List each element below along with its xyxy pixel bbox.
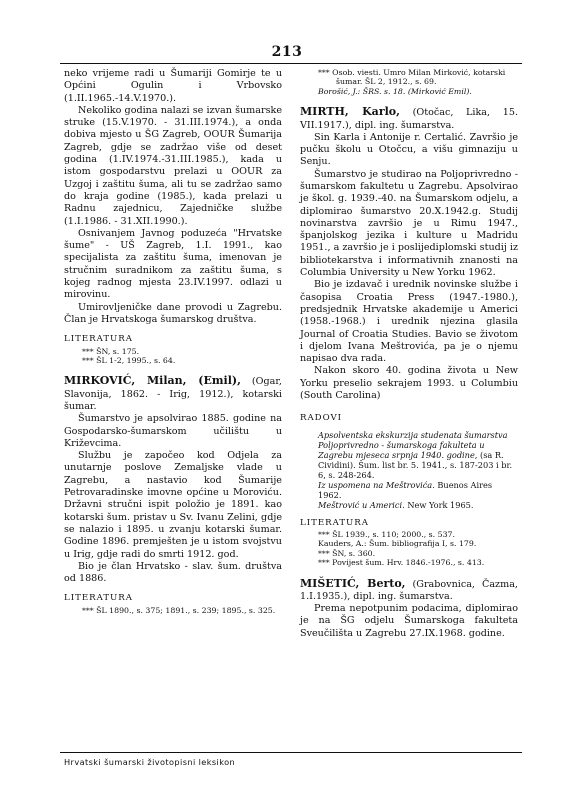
literature-item: *** ŠL 1-2, 1995., s. 64. — [82, 355, 176, 365]
continued-paragraph-2: Nekoliko godina nalazi se izvan šumarske struke (15.V.1970. - 31.III.1974.), a onda dobiva mjesto u ŠG Zagreb, OOUR Šumarija Zagreb, gdje se zadržao više od deset godina (1.IV.1974.-31.III.1985.), kada u istom gospodarstvu prelazi u OOUR za Uzgoj i zaštitu šuma, ali tu se zadržao samo do kraja godine (1985.), kada prelazi u Radnu zajednicu, Zajedničke službe (1.I.1986. - 31.XII.1990.). — [64, 104, 282, 227]
literature-item: *** ŠN, s. 360. — [318, 548, 376, 558]
entry-paragraph-1: Šumarstvo je apsolvirao 1885. godine na Gospodarsko-šumarskom učilištu u Križevcima. — [64, 413, 282, 449]
entry-paragraph-4: Nakon skoro 40. godina života u New Yorku preselio sekrajem 1993. u Columbiu (South Carolina) — [300, 365, 518, 402]
entry-heading — [300, 578, 518, 604]
literature-heading: LITERATURA — [300, 517, 369, 528]
literature-heading: LITERATURA — [64, 334, 133, 345]
work-item — [300, 430, 518, 480]
bottom-rule — [60, 752, 522, 753]
right-column — [300, 68, 518, 640]
entry-mirth — [300, 106, 518, 402]
literature-item: *** ŠN, s. 175. — [82, 346, 140, 356]
continued-paragraph-4: Umirovljeničke dane provodi u Zagrebu. Član je Hrvatskoga šumarskog društva. — [64, 301, 282, 325]
entry-paragraph-1: Prema nepotpunim podacima, diplomirao je na ŠG odjelu Šumarskoga fakulteta Sveučilišta u Zagrebu 27.IX.1968. godine. — [300, 603, 518, 639]
work-item — [300, 480, 518, 500]
entry-intro: (Otočac, Lika, 15. VII.1917.), dipl. ing. šumarstva. — [300, 107, 519, 131]
literature-item: *** ŠL 1890., s. 375; 1891., s. 239; 1895., s. 325. — [82, 605, 276, 615]
entry-paragraph-2: Šumarstvo je studirao na Poljoprivredno - šumarskom fakultetu u Zagrebu. Apsolvirao je škol. g. 1939.-40. na Šumarskom odjelu, a diplomirao šumarstvo 20.X.1942.g. Studij novinarstva završio je u Rimu 1947., španjolskog jezika i kulture u Madridu 1951., a završio je i poslijediplomski studij iz bibliotekarstva i informativnih znanosti na Columbia University u New Yorku 1962. — [300, 168, 518, 279]
entry-heading — [300, 106, 518, 132]
continued-paragraph-1: neko vrijeme radi u Šumariji Gomirje te u Općini Ogulin i Vrbovsko (1.II.1965.-14.V.1970.). — [64, 68, 282, 104]
literature-item: *** ŠL 1939., s. 110; 2000., s. 537. — [318, 529, 455, 539]
works-heading: RADOVI — [300, 413, 343, 424]
entry-mirkovic — [64, 375, 282, 585]
work-details: Buenos Aires 1962. — [318, 479, 493, 500]
entry-name: MIŠETIĆ, Berto, — [300, 576, 406, 590]
top-rule — [60, 63, 522, 64]
literature-item: *** Povijest šum. Hrv. 1846.-1976., s. 413. — [318, 558, 485, 568]
entry-paragraph-2: Službu je započeo kod Odjela za unutarnje poslove Zemaljske vlade u Zagrebu, a nastavio kod Šumarije Petrovaradinske imovne općine u Moroviću. Državni stručni ispit položio je 1891. kao kotarski šum. pristav u Sv. Ivanu Zelini, gdje se nalazio i 1895. u zvanju kotarski šumar. Godine 1896. premješten je u istom svojstvu u Irig, gdje radi do smrti 1912. god. — [64, 450, 282, 560]
entry-paragraph-1: Sin Karla i Antonije r. Certalić. Završio je pučku školu u Otočcu, a višu gimnaziju u Senju. — [300, 131, 518, 168]
literature-item: Borošić, J.: ŠRS. s. 18. (Mirković Emil). — [318, 86, 472, 96]
footer-title: Hrvatski šumarski životopisni leksikon — [64, 757, 236, 767]
entry-name: MIRKOVIĆ, Milan, (Emil), — [64, 374, 241, 388]
work-details: New York 1965. — [404, 499, 474, 510]
entry-intro: (Ogar, Slavonija, 1862. - Irig, 1912.), kotarski šumar. — [64, 376, 282, 412]
entry-paragraph-3: Bio je član Hrvatsko - slav. šum. društva od 1886. — [64, 560, 282, 585]
literature-item: *** Osob. viesti. Umro Milan Mirković, kotarski šumar. ŠL 2, 1912., s. 69. — [318, 68, 506, 87]
entry-heading — [64, 375, 282, 413]
entry-intro: (Grabovnica, Čazma, 1.I.1935.), dipl. ing. šumarstva. — [300, 578, 518, 602]
entry-misetic — [300, 578, 518, 640]
work-details: (sa R. Cividini). Šum. list br. 5. 1941., s. 187-203 i br. 6, s. 248-264. — [318, 449, 513, 480]
literature-heading: LITERATURA — [64, 593, 133, 604]
work-title: Iz uspomena na Meštrovića. — [318, 479, 435, 490]
entry-paragraph-3: Bio je izdavač i urednik novinske službe i časopisa Croatia Press (1947.-1980.), predsjednik Hrvatske akademije u Americi (1958.-1968.) i urednik njezina glasila Journal of Croatia Studies. Bavio se životom i djelom Ivana Meštrovića, pa je o njemu napisao dva rada. — [300, 279, 518, 365]
work-item — [300, 500, 518, 510]
page-number: 213 — [271, 44, 303, 60]
work-title: Apsolventska ekskurzija studenata šumarstva Poljoprivredno - šumarskoga fakulteta u Zagrebu mjeseca srpnja 1940. godine, — [318, 429, 508, 460]
work-title: Meštrović u Americi. — [318, 499, 405, 510]
continued-paragraph-3: Osnivanjem Javnog poduzeća "Hrvatske šume" - UŠ Zagreb, 1.I. 1991., kao specijalista za zaštitu šuma, imenovan je stručnim suradnikom za zaštitu šuma, s kojeg radnog mjesta 23.IV.1997. odlazi u mirovinu. — [64, 227, 282, 301]
literature-item: Kauders, A.: Šum. bibliografija I, s. 179. — [318, 539, 477, 549]
entry-name: MIRTH, Karlo, — [300, 105, 400, 119]
left-column — [64, 68, 282, 615]
